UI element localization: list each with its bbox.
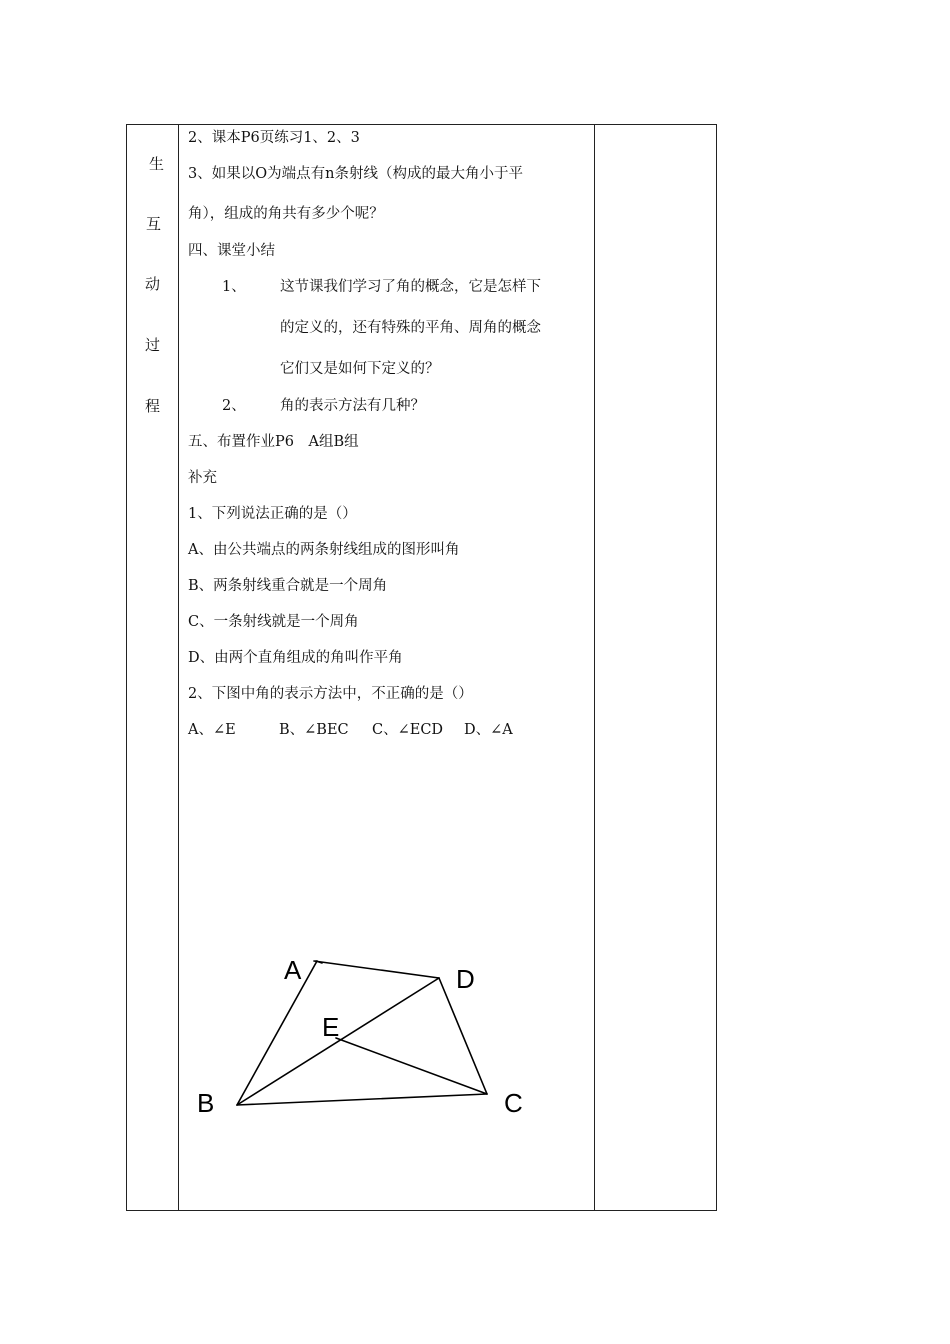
- question-1-option: A、由公共端点的两条射线组成的图形叫角: [188, 542, 460, 558]
- summary-item-line: 这节课我们学习了角的概念，它是怎样下: [280, 279, 541, 295]
- vertex-label-d: D: [456, 964, 475, 994]
- section-summary-heading: 四、课堂小结: [188, 243, 275, 259]
- summary-item-number: 1、: [222, 279, 246, 295]
- side-label-char: 互: [146, 215, 162, 233]
- column-divider-right: [594, 125, 595, 1210]
- segment-bc: [237, 1094, 487, 1105]
- exercise-line: 2、课本P6页练习1、2、3: [188, 130, 360, 146]
- question-1-option: B、两条射线重合就是一个周角: [188, 578, 388, 594]
- side-label-char: 程: [145, 397, 161, 415]
- homework-line: 五、布置作业P6 A组B组: [188, 434, 359, 450]
- question-2-option: B、∠BEC: [279, 722, 349, 738]
- summary-item-number: 2、: [222, 398, 246, 414]
- vertex-label-a: A: [284, 955, 302, 985]
- question-1-option: C、一条射线就是一个周角: [188, 614, 359, 630]
- summary-item-line: 它们又是如何下定义的？: [280, 361, 440, 377]
- question-3-line-1: 3、如果以O为端点有n条射线（构成的最大角小于平: [188, 166, 523, 182]
- question-1: 1、下列说法正确的是（）: [188, 506, 357, 522]
- question-1-option: D、由两个直角组成的角叫作平角: [188, 650, 403, 666]
- supplement-heading: 补充: [188, 470, 217, 486]
- question-2-option: D、∠A: [464, 722, 513, 738]
- side-label-char: 过: [145, 336, 161, 354]
- segment-cd: [439, 978, 487, 1094]
- vertex-label-e: E: [322, 1012, 340, 1042]
- side-label-char: 动: [145, 275, 161, 293]
- segment-ad: [314, 961, 439, 978]
- column-divider-left: [178, 125, 179, 1210]
- summary-item-line: 的定义的，还有特殊的平角、周角的概念: [280, 320, 541, 336]
- question-2-option: C、∠ECD: [372, 722, 444, 738]
- vertex-label-c: C: [504, 1088, 523, 1118]
- geometry-figure: [190, 945, 550, 1135]
- segment-ab: [237, 961, 317, 1105]
- question-3-line-2: 角），组成的角共有多少个呢？: [188, 206, 384, 222]
- segment-ec: [336, 1038, 487, 1094]
- summary-item-line: 角的表示方法有几种？: [280, 398, 425, 414]
- vertex-label-b: B: [197, 1088, 215, 1118]
- side-label-char: 生: [149, 155, 165, 173]
- question-2: 2、下图中角的表示方法中，不正确的是（）: [188, 686, 473, 702]
- question-2-option: A、∠E: [188, 722, 236, 738]
